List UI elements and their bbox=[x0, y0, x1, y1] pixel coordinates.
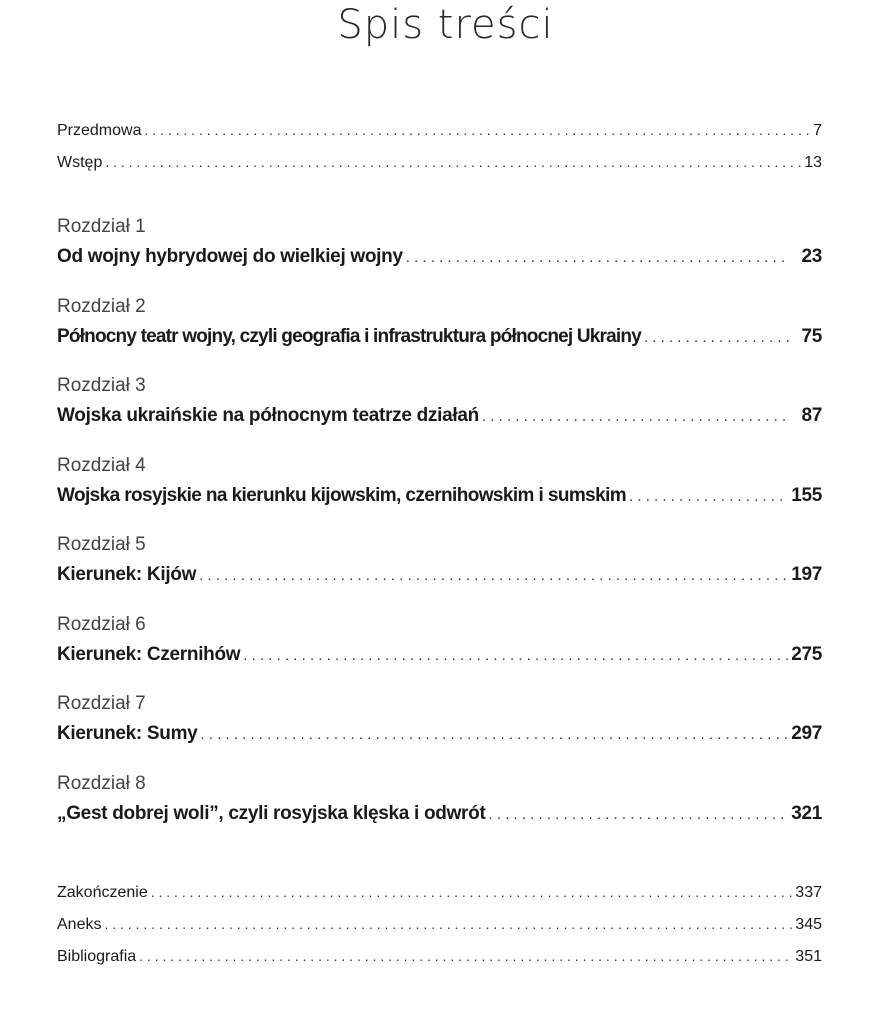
chapter-page: 155 bbox=[791, 484, 822, 506]
chapter-row bbox=[57, 246, 822, 268]
toc-chapter-4[interactable] bbox=[57, 534, 822, 614]
toc-entry-page: 351 bbox=[795, 948, 822, 965]
toc-front-matter bbox=[57, 122, 822, 186]
chapter-title: Kierunek: Sumy bbox=[57, 723, 198, 744]
dot-leader bbox=[199, 567, 788, 584]
dot-leader bbox=[144, 122, 810, 138]
dot-leader bbox=[629, 488, 788, 505]
toc-chapter-2[interactable] bbox=[57, 375, 822, 455]
chapter-number: Rozdział 1 bbox=[57, 216, 146, 237]
toc-entry-page: 7 bbox=[813, 122, 822, 139]
chapter-row bbox=[57, 485, 822, 507]
dot-leader bbox=[243, 647, 788, 664]
dot-leader bbox=[406, 249, 789, 266]
chapter-number: Rozdział 2 bbox=[57, 295, 146, 317]
toc-entry-page: 337 bbox=[795, 884, 822, 901]
toc-chapters bbox=[57, 216, 822, 852]
dot-leader bbox=[644, 329, 789, 346]
chapter-row bbox=[57, 723, 822, 745]
dot-leader bbox=[104, 916, 792, 932]
chapter-number: Rozdział 7 bbox=[57, 693, 146, 714]
toc-entry-back-0[interactable] bbox=[57, 884, 822, 916]
chapter-number: Rozdział 3 bbox=[57, 375, 146, 396]
chapter-page: 23 bbox=[801, 246, 822, 267]
toc-back-matter bbox=[57, 884, 822, 980]
chapter-row bbox=[57, 803, 822, 825]
toc-entry-front-0[interactable] bbox=[57, 122, 822, 154]
dot-leader bbox=[139, 948, 792, 964]
chapter-row bbox=[57, 326, 822, 348]
dot-leader bbox=[489, 806, 789, 823]
chapter-page: 87 bbox=[801, 405, 822, 426]
chapter-row bbox=[57, 644, 822, 666]
chapter-title: Kierunek: Czernihów bbox=[57, 643, 241, 665]
toc-chapter-0[interactable] bbox=[57, 216, 822, 296]
toc-entry-back-1[interactable] bbox=[57, 916, 822, 948]
toc-entry-label: Aneks bbox=[57, 916, 102, 933]
dot-leader bbox=[200, 726, 788, 743]
chapter-title: Od wojny hybrydowej do wielkiej wojny bbox=[57, 246, 403, 267]
toc-chapter-5[interactable] bbox=[57, 614, 822, 694]
toc-entry-page: 13 bbox=[804, 154, 822, 171]
chapter-number: Rozdział 4 bbox=[57, 454, 146, 476]
toc-entry-label: Przedmowa bbox=[57, 122, 142, 139]
toc-entry-label: Zakończenie bbox=[57, 884, 148, 901]
chapter-row bbox=[57, 564, 822, 586]
toc-entry-front-1[interactable] bbox=[57, 154, 822, 186]
chapter-title: Kierunek: Kijów bbox=[57, 564, 197, 585]
chapter-number: Rozdział 6 bbox=[57, 613, 146, 635]
chapter-title: „Gest dobrej woli”, czyli rosyjska klęska i odwrót bbox=[57, 802, 486, 824]
toc-entry-page: 345 bbox=[795, 916, 822, 933]
chapter-page: 321 bbox=[791, 802, 822, 824]
toc-entry-label: Bibliografia bbox=[57, 948, 137, 965]
dot-leader bbox=[151, 884, 793, 900]
chapter-number: Rozdział 8 bbox=[57, 772, 146, 794]
toc-chapter-7[interactable] bbox=[57, 773, 822, 853]
page-title: Spis treści bbox=[337, 2, 554, 48]
chapter-page: 197 bbox=[791, 564, 822, 585]
chapter-number: Rozdział 5 bbox=[57, 534, 146, 555]
chapter-title: Wojska rosyjskie na kierunku kijowskim, czernihowskim i sumskim bbox=[57, 484, 627, 506]
toc-entry-back-2[interactable] bbox=[57, 948, 822, 980]
dot-leader bbox=[482, 408, 789, 425]
chapter-page: 297 bbox=[791, 723, 822, 744]
toc-entry-label: Wstęp bbox=[57, 154, 103, 171]
toc-chapter-1[interactable] bbox=[57, 296, 822, 376]
chapter-row bbox=[57, 405, 822, 427]
toc-chapter-3[interactable] bbox=[57, 455, 822, 535]
chapter-page: 275 bbox=[791, 643, 822, 665]
chapter-title: Wojska ukraińskie na północnym teatrze działań bbox=[57, 405, 479, 426]
dot-leader bbox=[105, 154, 801, 170]
toc-chapter-6[interactable] bbox=[57, 693, 822, 773]
chapter-page: 75 bbox=[801, 325, 822, 347]
chapter-title: Północny teatr wojny, czyli geografia i infrastruktura północnej Ukrainy bbox=[57, 325, 641, 347]
